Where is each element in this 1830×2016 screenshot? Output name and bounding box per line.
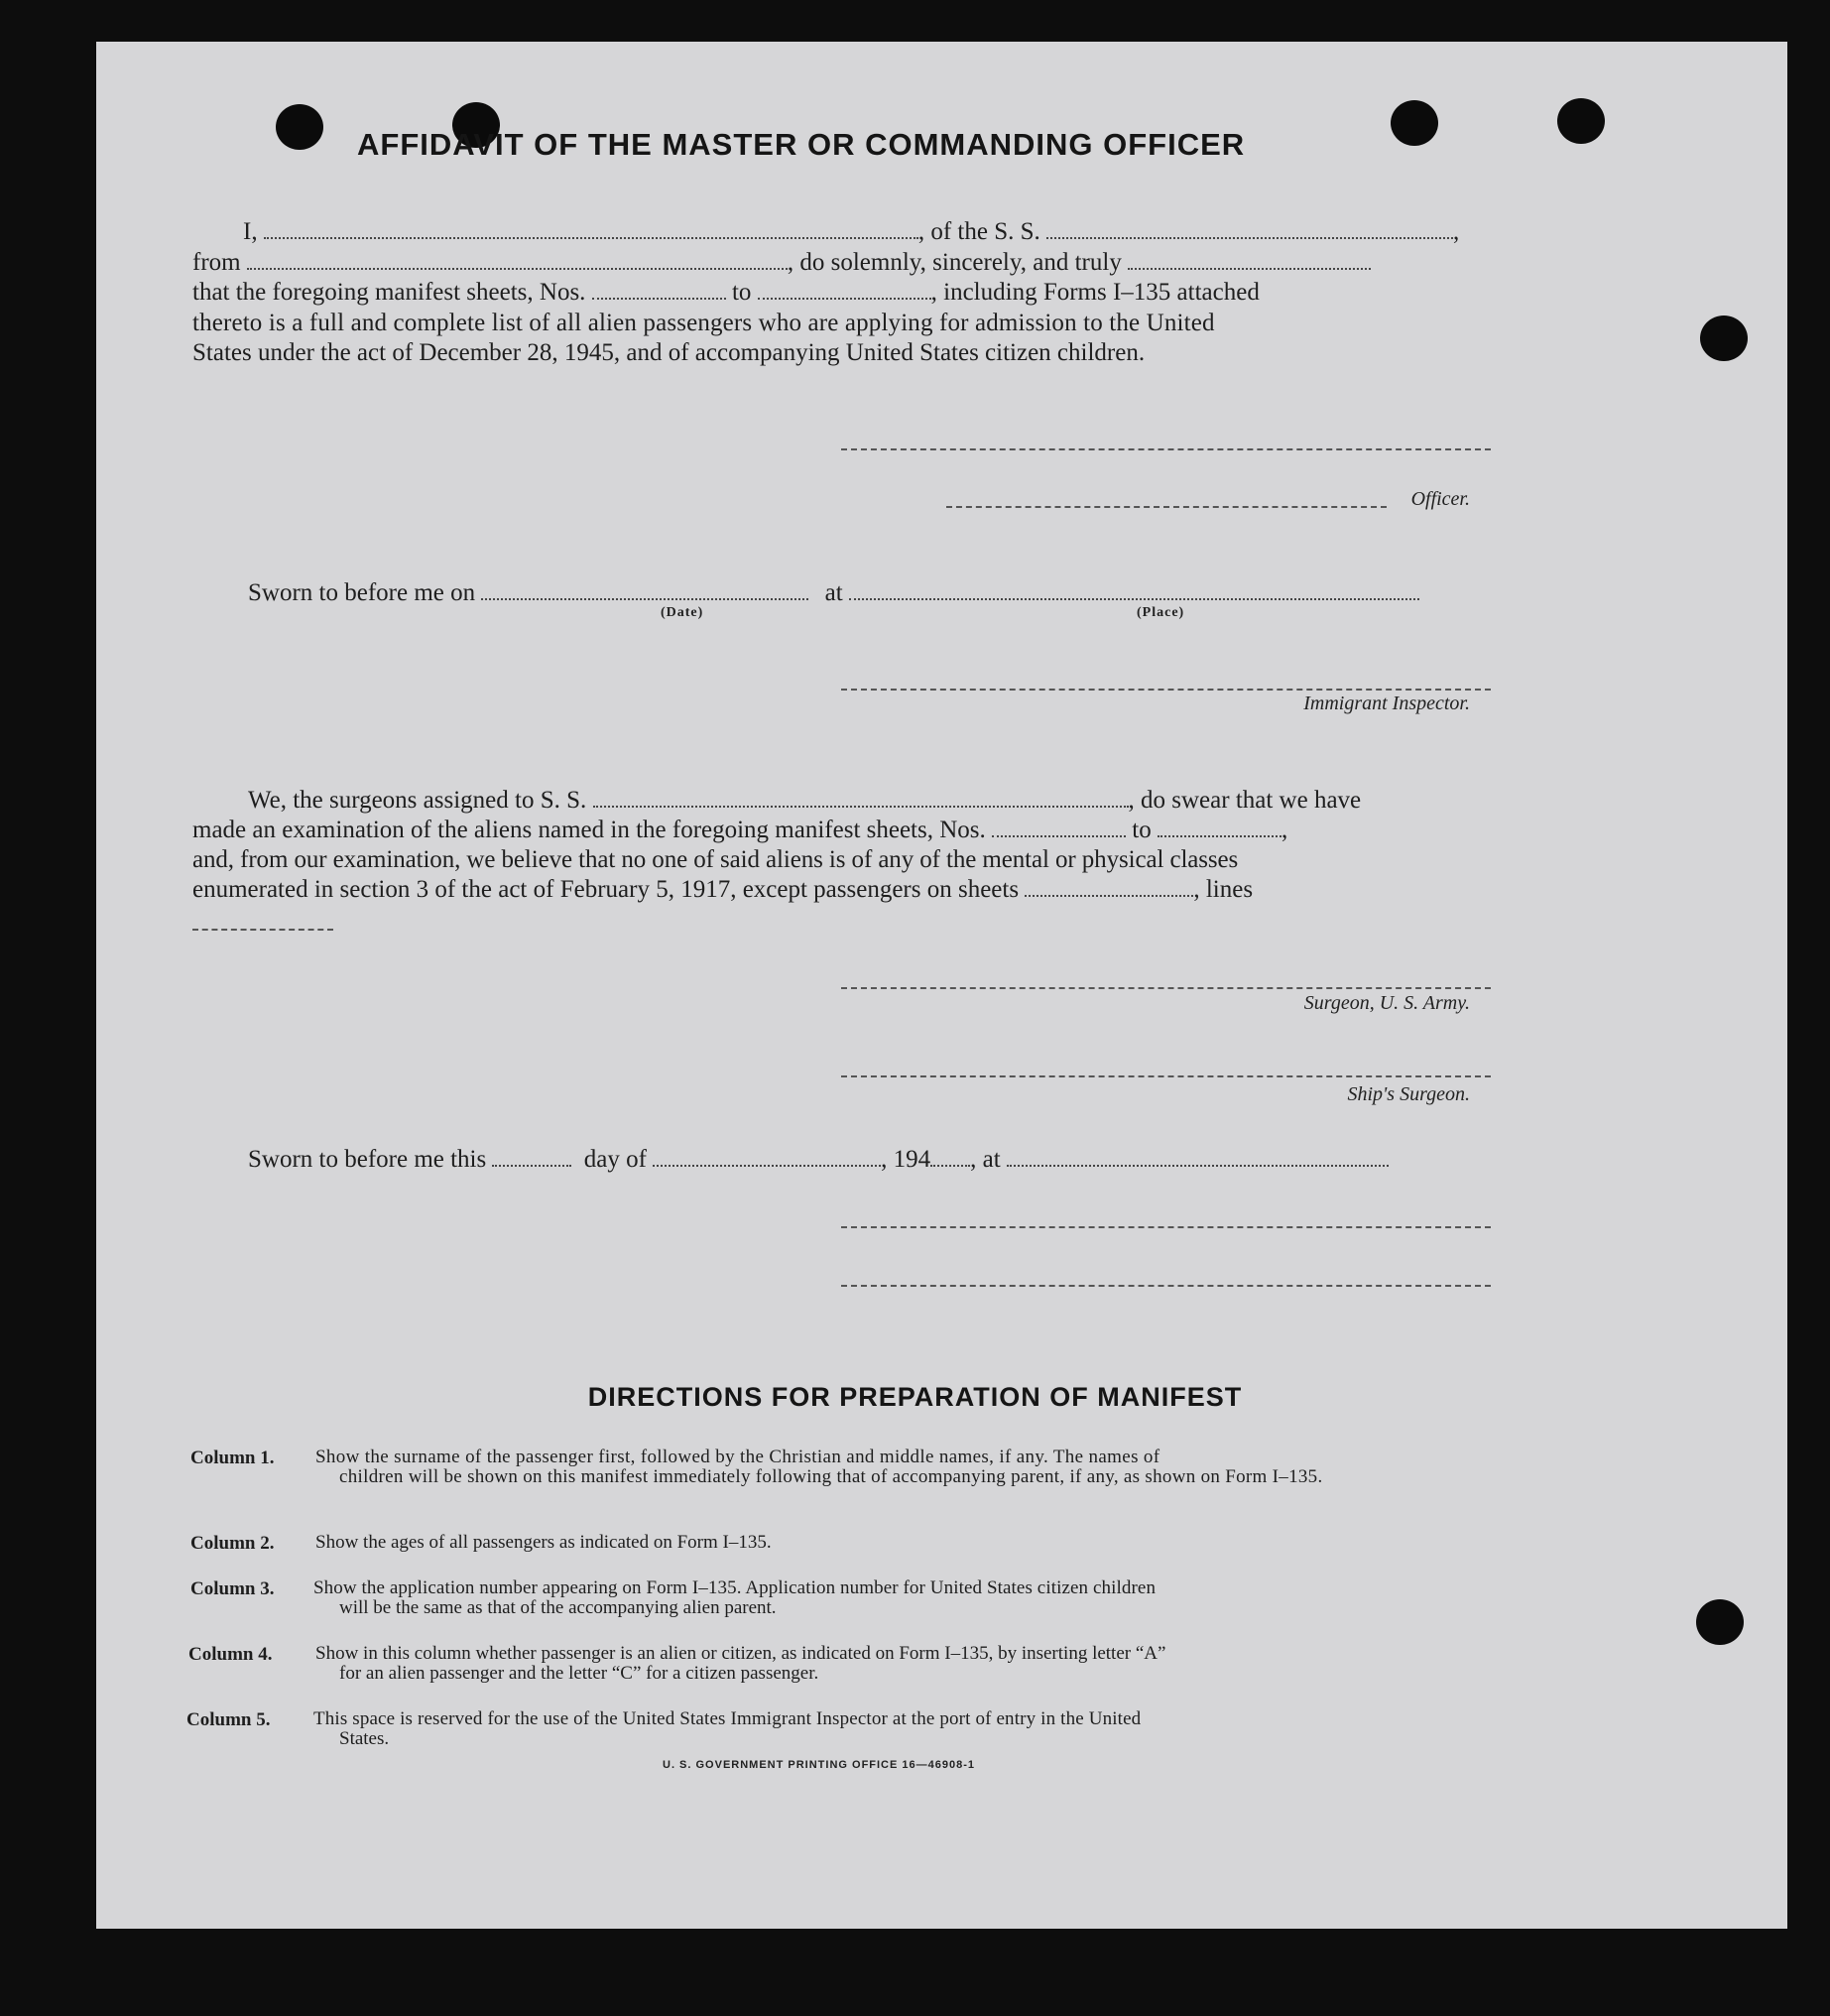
sworn-signature-line-2[interactable] [841, 1285, 1491, 1287]
column-3-text: Show the application number appearing on Form I–135. Application number for United States citizen children [313, 1577, 1157, 1598]
surgeons-line-1: We, the surgeons assigned to S. S. , do swear that we have [248, 787, 1362, 814]
column-3-label: Column 3. [190, 1578, 275, 1599]
date-caption: (Date) [661, 605, 704, 620]
name-field[interactable] [264, 219, 918, 239]
day-field[interactable] [492, 1147, 571, 1167]
surgeons-line-2: made an examination of the aliens named in the foregoing manifest sheets, Nos. to , [192, 817, 1288, 843]
page-title: AFFIDAVIT OF THE MASTER OR COMMANDING OFFICER [357, 127, 1246, 162]
column-5-label: Column 5. [186, 1709, 271, 1730]
column-2-label: Column 2. [190, 1533, 275, 1554]
master-signature-line[interactable] [841, 448, 1491, 450]
place-field[interactable] [849, 580, 1419, 600]
exam-sheet-from-field[interactable] [992, 818, 1126, 837]
sheet-from-field[interactable] [592, 280, 726, 300]
sworn-place-field[interactable] [1007, 1147, 1389, 1167]
sworn-day-line: Sworn to before me this day of , 194 , at [248, 1145, 1389, 1175]
year-field[interactable] [930, 1147, 970, 1167]
punch-hole [1700, 315, 1748, 361]
sworn-date-line: Sworn to before me on at [248, 578, 1419, 608]
surgeon-ship-field[interactable] [593, 788, 1129, 808]
affidavit-line-4: thereto is a full and complete list of all alien passengers who are applying for admission to the United [192, 310, 1215, 336]
column-5-cont: States. [339, 1728, 390, 1749]
column-4-label: Column 4. [188, 1644, 273, 1665]
month-field[interactable] [653, 1147, 881, 1167]
column-1-label: Column 1. [190, 1448, 275, 1468]
affidavit-line-5: States under the act of December 28, 1945, and of accompanying United States citizen children. [192, 339, 1146, 366]
truly-field[interactable] [1128, 250, 1371, 270]
inspector-label: Immigrant Inspector. [1303, 693, 1470, 714]
printing-office-footer: U. S. GOVERNMENT PRINTING OFFICE 16—46908-1 [663, 1759, 976, 1771]
punch-hole [1696, 1599, 1744, 1645]
ship-field[interactable] [1046, 219, 1453, 239]
punch-hole [1557, 98, 1605, 144]
column-1-cont: children will be shown on this manifest immediately following that of accompanying parent, if any, as shown on Form I–135. [339, 1466, 1323, 1487]
date-field[interactable] [481, 580, 808, 600]
punch-hole [276, 104, 323, 150]
from-field[interactable] [247, 250, 788, 270]
punch-hole [1391, 100, 1438, 146]
place-caption: (Place) [1137, 605, 1185, 620]
sworn-signature-line-1[interactable] [841, 1226, 1491, 1228]
exam-sheet-to-field[interactable] [1158, 818, 1281, 837]
ship-surgeon-signature-line[interactable] [841, 1075, 1491, 1077]
column-3-cont: will be the same as that of the accompanying alien parent. [339, 1597, 777, 1618]
surgeons-line-3: and, from our examination, we believe that no one of said aliens is of any of the mental or physical classes [192, 846, 1239, 873]
directions-title: DIRECTIONS FOR PREPARATION OF MANIFEST [587, 1382, 1243, 1412]
officer-label: Officer. [1410, 488, 1470, 510]
inspector-signature-line[interactable] [841, 689, 1491, 691]
affidavit-line-2: from , do solemnly, sincerely, and truly [192, 248, 1371, 278]
lines-field[interactable] [192, 929, 333, 931]
ship-surgeon-label: Ship's Surgeon. [1347, 1083, 1470, 1105]
sheet-to-field[interactable] [758, 280, 931, 300]
surgeons-line-4: enumerated in section 3 of the act of February 5, 1917, except passengers on sheets , lines [192, 876, 1254, 903]
army-surgeon-signature-line[interactable] [841, 987, 1491, 989]
column-1-text: Show the surname of the passenger first, followed by the Christian and middle names, if any. The names of [315, 1447, 1160, 1467]
column-5-text: This space is reserved for the use of the United States Immigrant Inspector at the port of entry in the United [313, 1708, 1142, 1729]
column-2-text: Show the ages of all passengers as indicated on Form I–135. [315, 1532, 772, 1553]
column-4-cont: for an alien passenger and the letter “C” for a citizen passenger. [339, 1663, 819, 1684]
except-sheets-field[interactable] [1025, 877, 1193, 897]
affidavit-line-3: that the foregoing manifest sheets, Nos. to , including Forms I–135 attached [192, 279, 1260, 306]
column-4-text: Show in this column whether passenger is an alien or citizen, as indicated on Form I–135, by inserting letter “A” [315, 1643, 1166, 1664]
affidavit-line-1: I, , of the S. S. , [243, 218, 1460, 245]
army-surgeon-label: Surgeon, U. S. Army. [1303, 992, 1470, 1014]
